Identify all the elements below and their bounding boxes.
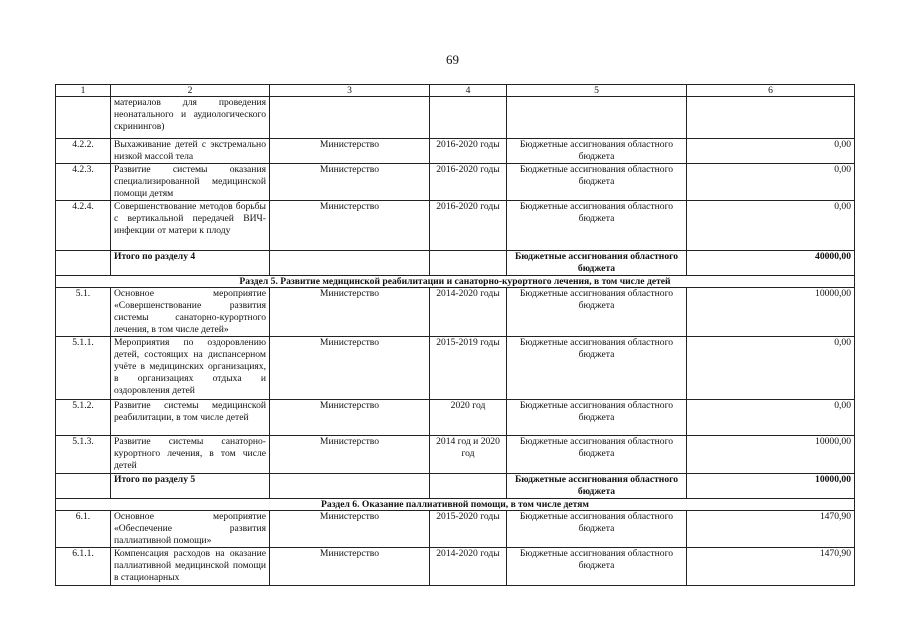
- column-header: 5: [507, 85, 687, 97]
- row-period: 2016-2020 годы: [430, 139, 507, 164]
- row-funding-source: Бюджетные ассигнования областного бюджета: [507, 474, 687, 499]
- row-name: Итого по разделу 5: [111, 474, 270, 499]
- row-amount: 0,00: [687, 164, 855, 201]
- table-row: [56, 164, 855, 201]
- row-funding-source: Бюджетные ассигнования областного бюджета: [507, 436, 687, 474]
- row-name: Выхаживание детей с экстремально низкой массой тела: [111, 139, 270, 164]
- row-funding-source: Бюджетные ассигнования областного бюджета: [507, 164, 687, 201]
- section-total-row: [56, 251, 855, 276]
- table-row: [56, 288, 855, 337]
- table-row: [56, 337, 855, 400]
- column-header: 6: [687, 85, 855, 97]
- row-executor: Министерство: [270, 400, 430, 436]
- row-funding-source: Бюджетные ассигнования областного бюджета: [507, 337, 687, 400]
- row-executor: Министерство: [270, 139, 430, 164]
- row-period: [430, 251, 507, 276]
- table-row: [56, 511, 855, 548]
- row-number: [56, 97, 111, 139]
- row-amount: 0,00: [687, 400, 855, 436]
- column-header: 2: [111, 85, 270, 97]
- row-number: 4.2.2.: [56, 139, 111, 164]
- row-funding-source: [507, 97, 687, 139]
- row-amount: [687, 97, 855, 139]
- row-name: Компенсация расходов на оказание паллиативной медицинской помощи в стационарных: [111, 548, 270, 586]
- row-period: 2014-2020 годы: [430, 288, 507, 337]
- row-period: 2020 год: [430, 400, 507, 436]
- column-header: 4: [430, 85, 507, 97]
- table-row: [56, 97, 855, 139]
- row-executor: Министерство: [270, 337, 430, 400]
- row-amount: 10000,00: [687, 474, 855, 499]
- row-funding-source: Бюджетные ассигнования областного бюджета: [507, 548, 687, 586]
- row-executor: Министерство: [270, 436, 430, 474]
- row-executor: Министерство: [270, 201, 430, 251]
- row-number: 6.1.1.: [56, 548, 111, 586]
- row-amount: 0,00: [687, 201, 855, 251]
- column-header: 1: [56, 85, 111, 97]
- row-funding-source: Бюджетные ассигнования областного бюджета: [507, 251, 687, 276]
- row-number: 5.1.1.: [56, 337, 111, 400]
- section-total-row: [56, 474, 855, 499]
- row-period: 2016-2020 годы: [430, 164, 507, 201]
- row-number: 4.2.3.: [56, 164, 111, 201]
- section-title: Раздел 5. Развитие медицинской реабилитации и санаторно-курортного лечения, в том числе детей: [56, 276, 855, 288]
- row-amount: 1470,90: [687, 511, 855, 548]
- row-name: Основное мероприятие «Обеспечение развития паллиативной помощи»: [111, 511, 270, 548]
- row-funding-source: Бюджетные ассигнования областного бюджета: [507, 139, 687, 164]
- row-number: [56, 251, 111, 276]
- row-amount: 1470,90: [687, 548, 855, 586]
- table-row: [56, 201, 855, 251]
- row-executor: Министерство: [270, 548, 430, 586]
- row-name: Развитие системы санаторно-курортного лечения, в том числе детей: [111, 436, 270, 474]
- row-amount: 0,00: [687, 337, 855, 400]
- row-number: 4.2.4.: [56, 201, 111, 251]
- row-period: [430, 97, 507, 139]
- row-period: 2015-2019 годы: [430, 337, 507, 400]
- section-header-row: [56, 499, 855, 511]
- column-header-row: [56, 85, 855, 97]
- row-number: [56, 474, 111, 499]
- row-period: 2014 год и 2020 год: [430, 436, 507, 474]
- row-executor: [270, 474, 430, 499]
- row-amount: 10000,00: [687, 288, 855, 337]
- row-executor: [270, 251, 430, 276]
- row-amount: 0,00: [687, 139, 855, 164]
- row-funding-source: Бюджетные ассигнования областного бюджета: [507, 288, 687, 337]
- row-executor: Министерство: [270, 164, 430, 201]
- row-name: Развитие системы медицинской реабилитации, в том числе детей: [111, 400, 270, 436]
- row-funding-source: Бюджетные ассигнования областного бюджета: [507, 511, 687, 548]
- row-executor: Министерство: [270, 511, 430, 548]
- row-name: Мероприятия по оздоровлению детей, состоящих на диспансерном учёте в медицинских организациях, в организациях отдыха и оздоровления детей: [111, 337, 270, 400]
- row-period: 2016-2020 годы: [430, 201, 507, 251]
- row-period: 2014-2020 годы: [430, 548, 507, 586]
- row-number: 5.1.: [56, 288, 111, 337]
- row-number: 5.1.2.: [56, 400, 111, 436]
- row-name: Основное мероприятие «Совершенствование развития системы санаторно-курортного лечения, в том числе детей»: [111, 288, 270, 337]
- row-amount: 40000,00: [687, 251, 855, 276]
- row-name: Итого по разделу 4: [111, 251, 270, 276]
- table-row: [56, 436, 855, 474]
- table-row: [56, 548, 855, 586]
- row-executor: [270, 97, 430, 139]
- row-name: Совершенствование методов борьбы с вертикальной передачей ВИЧ-инфекции от матери к плоду: [111, 201, 270, 251]
- row-funding-source: Бюджетные ассигнования областного бюджета: [507, 400, 687, 436]
- column-header: 3: [270, 85, 430, 97]
- page-number: 69: [446, 52, 459, 67]
- row-period: 2015-2020 годы: [430, 511, 507, 548]
- row-period: [430, 474, 507, 499]
- row-name: материалов для проведения неонатального и аудиологического скринингов): [111, 97, 270, 139]
- row-number: 6.1.: [56, 511, 111, 548]
- row-executor: Министерство: [270, 288, 430, 337]
- program-table: [55, 84, 855, 586]
- section-title: Раздел 6. Оказание паллиативной помощи, в том числе детям: [56, 499, 855, 511]
- row-name: Развитие системы оказания специализированной медицинской помощи детям: [111, 164, 270, 201]
- table-row: [56, 400, 855, 436]
- section-header-row: [56, 276, 855, 288]
- row-amount: 10000,00: [687, 436, 855, 474]
- table-row: [56, 139, 855, 164]
- row-number: 5.1.3.: [56, 436, 111, 474]
- row-funding-source: Бюджетные ассигнования областного бюджета: [507, 201, 687, 251]
